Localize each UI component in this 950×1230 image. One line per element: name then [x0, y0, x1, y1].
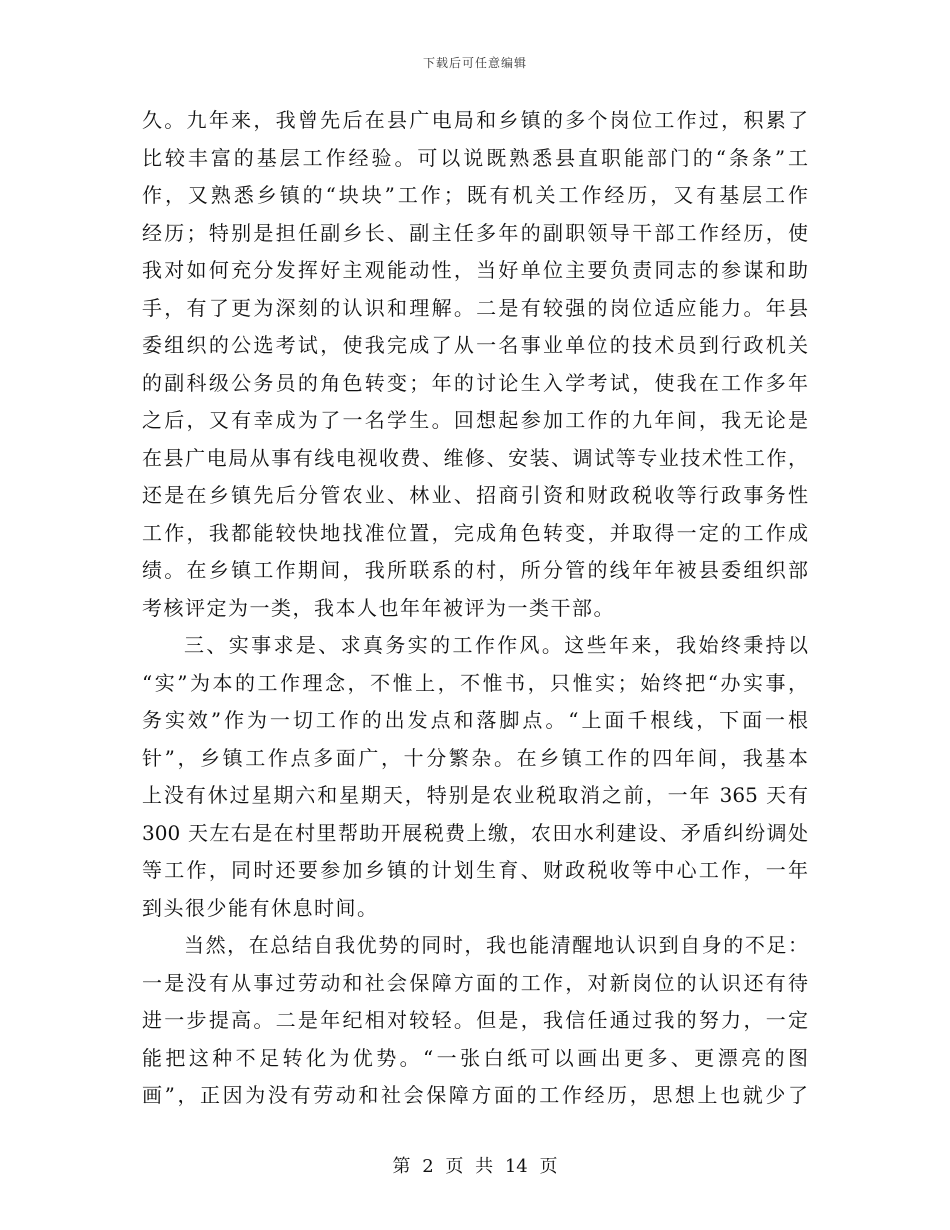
text-line: 300 天左右是在村里帮助开展税费上缴，农田水利建设、矛盾纠纷调处	[142, 820, 808, 845]
page-number-footer: 第 2 页 共 14 页	[392, 1156, 558, 1177]
text-line: 比较丰富的基层工作经验。可以说既熟悉县直职能部门的“条条”工	[142, 145, 808, 170]
page-header-note: 下载后可任意编辑	[422, 56, 527, 70]
text-line: 委组织的公选考试，使我完成了从一名事业单位的技术员到行政机关	[142, 333, 808, 357]
text-line: 到头很少能有休息时间。	[142, 895, 379, 920]
text-line: 针”，乡镇工作点多面广，十分繁杂。在乡镇工作的四年间，我基本	[142, 745, 808, 770]
text-line: 久。九年来，我曾先后在县广电局和乡镇的多个岗位工作过，积累了	[142, 108, 808, 132]
paragraph-start-line: 三、实事求是、求真务实的工作作风。这些年来，我始终秉持以	[184, 633, 808, 657]
document-body	[142, 102, 808, 1115]
text-line: 的副科级公务员的角色转变；年的讨论生入学考试，使我在工作多年	[142, 370, 808, 395]
text-line: 上没有休过星期六和星期天，特别是农业税取消之前，一年 365 天有	[142, 783, 808, 807]
text-line: 在县广电局从事有线电视收费、维修、安装、调试等专业技术性工作，	[142, 445, 808, 470]
text-line: 画”，正因为没有劳动和社会保障方面的工作经历，思想上也就少了	[142, 1083, 808, 1107]
text-line: 一是没有从事过劳动和社会保障方面的工作，对新岗位的认识还有待	[142, 970, 808, 995]
text-line: 绩。在乡镇工作期间，我所联系的村，所分管的线年年被县委组织部	[142, 558, 808, 582]
text-line: 进一步提高。二是年纪相对较轻。但是，我信任通过我的努力，一定	[142, 1008, 808, 1032]
text-line: 经历；特别是担任副乡长、副主任多年的副职领导干部工作经历，使	[142, 220, 808, 245]
text-line: 工作，我都能较快地找准位置，完成角色转变，并取得一定的工作成	[142, 520, 808, 545]
text-line: “实”为本的工作理念，不惟上，不惟书，只惟实；始终把“办实事，	[142, 670, 808, 695]
text-line: 我对如何充分发挥好主观能动性，当好单位主要负责同志的参谋和助	[142, 258, 808, 282]
text-line: 考核评定为一类，我本人也年年被评为一类干部。	[142, 595, 615, 620]
text-line: 手，有了更为深刻的认识和理解。二是有较强的岗位适应能力。年县	[142, 295, 808, 320]
text-line: 还是在乡镇先后分管农业、林业、招商引资和财政税收等行政事务性	[142, 483, 808, 507]
text-line: 作，又熟悉乡镇的“块块”工作；既有机关工作经历，又有基层工作	[142, 183, 808, 207]
text-line: 之后，又有幸成为了一名学生。回想起参加工作的九年间，我无论是	[142, 408, 808, 432]
text-line: 务实效”作为一切工作的出发点和落脚点。“上面千根线，下面一根	[142, 708, 808, 732]
text-line: 能把这种不足转化为优势。“一张白纸可以画出更多、更漂亮的图	[142, 1045, 808, 1070]
paragraph-start-line: 当然，在总结自我优势的同时，我也能清醒地认识到自身的不足：	[184, 933, 808, 957]
text-line: 等工作，同时还要参加乡镇的计划生育、财政税收等中心工作，一年	[142, 858, 808, 882]
